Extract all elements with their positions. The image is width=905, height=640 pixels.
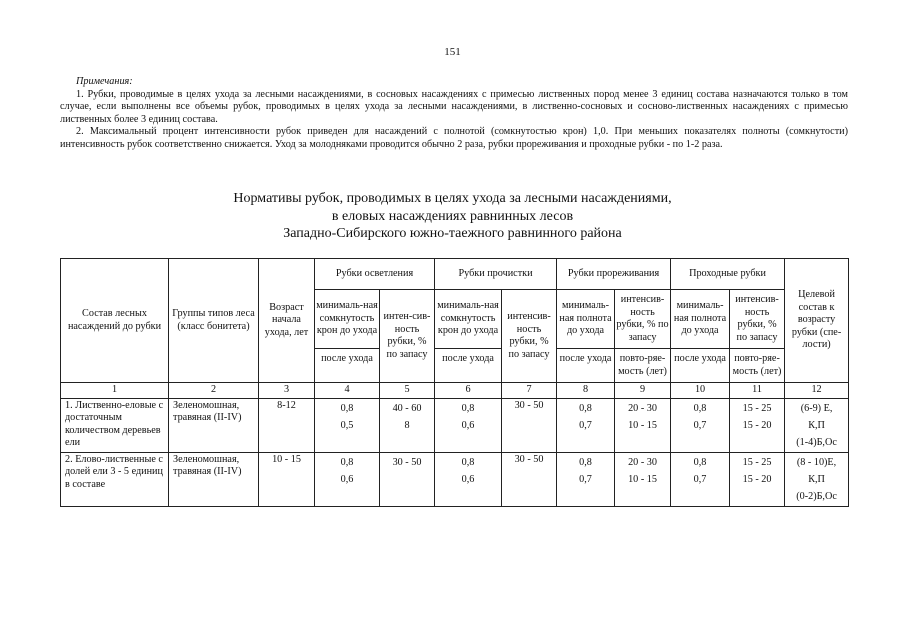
row-c6: 0,8 0,6: [435, 398, 502, 452]
row-c11: 15 - 25 15 - 20: [730, 398, 785, 452]
table-row: [61, 398, 849, 452]
column-number: 5: [380, 383, 435, 399]
table-row: [61, 452, 849, 506]
column-number: 11: [730, 383, 785, 399]
header-composition: Состав лесных насаждений до рубки: [61, 259, 169, 383]
column-number: 6: [435, 383, 502, 399]
header-cleaning-min: [435, 290, 502, 383]
row-c6: 0,8 0,6: [435, 452, 502, 506]
header-start-age: Возраст начала ухода, лет: [259, 259, 315, 383]
row-age: 8-12: [259, 398, 315, 452]
header-thinning-min: [557, 290, 615, 383]
row-c7: 30 - 50: [502, 398, 557, 452]
header-min-crown-c: минималь-ная сомкнутость крон до ухода: [435, 290, 501, 349]
header-forest-groups: Группы типов леса (класс бонитета): [169, 259, 259, 383]
row-c10: 0,8 0,7: [671, 452, 730, 506]
notes-section: [60, 76, 848, 152]
row-c9: 20 - 30 10 - 15: [615, 398, 671, 452]
header-min-density: минималь-ная полнота до ухода: [557, 290, 614, 349]
row-c10: 0,8 0,7: [671, 398, 730, 452]
row-age: 10 - 15: [259, 452, 315, 506]
header-after-care: после ухода: [321, 353, 373, 364]
row-c4: 0,8 0,5: [315, 398, 380, 452]
norms-table: [60, 258, 849, 507]
column-number-row: [61, 383, 849, 399]
header-passing-intensity: [730, 290, 785, 383]
row-composition: 1. Лиственно-еловые с достаточным количеством деревьев ели: [61, 398, 169, 452]
column-number: 12: [785, 383, 849, 399]
note-1: 1. Рубки, проводимые в целях ухода за лесными насаждениями, в сосновых насаждениях с примесью лиственных пород менее 3 единиц состава назначаются только в том случае, если выполнены все объемы рубок, проводимых в целях ухода за лесными насаждениями, в лиственно-сосновых и сосново-лиственных насаждениях с примесью лиственных более 3 единиц состава.: [60, 88, 848, 125]
column-number: 1: [61, 383, 169, 399]
column-number: 10: [671, 383, 730, 399]
header-repeat-p: повто-ряе-мость (лет): [732, 353, 782, 377]
header-repeat-t: повто-ряе-мость (лет): [618, 353, 667, 377]
title-line-3: Западно-Сибирского южно-таежного равнинного района: [283, 226, 622, 241]
row-forest-group: Зеленомошная, травяная (II-IV): [169, 398, 259, 452]
header-lighting-min: [315, 290, 380, 383]
row-c11: 15 - 25 15 - 20: [730, 452, 785, 506]
header-intensity-c: интенсив-ность рубки, % по запасу: [502, 290, 557, 383]
row-c12: (8 - 10)Е, К,П (0-2)Б,Ос: [785, 452, 849, 506]
header-thinning-intensity: [615, 290, 671, 383]
row-c5: 40 - 60 8: [380, 398, 435, 452]
column-number: 8: [557, 383, 615, 399]
row-c7: 30 - 50: [502, 452, 557, 506]
column-number: 2: [169, 383, 259, 399]
header-after-care-p: после ухода: [674, 353, 726, 364]
header-row-groups: [61, 259, 849, 290]
notes-title: Примечания:: [76, 76, 133, 87]
header-intensity-stock-p: интенсив-ность рубки, % по запасу: [730, 290, 784, 349]
title-line-1: Нормативы рубок, проводимых в целях ухода за лесными насаждениями,: [233, 191, 672, 206]
row-forest-group: Зеленомошная, травяная (II-IV): [169, 452, 259, 506]
header-min-crown: минималь-ная сомкнутость крон до ухода: [315, 290, 379, 349]
header-after-care-c: после ухода: [442, 353, 494, 364]
header-lighting: Рубки осветления: [315, 259, 435, 290]
header-intensity-stock: интенсив-ность рубки, % по запасу: [615, 290, 670, 349]
table-title: [0, 190, 905, 243]
header-passing-min: [671, 290, 730, 383]
page-number: 151: [444, 46, 461, 58]
header-cleaning: Рубки прочистки: [435, 259, 557, 290]
row-c8: 0,8 0,7: [557, 452, 615, 506]
row-c4: 0,8 0,6: [315, 452, 380, 506]
column-number: 9: [615, 383, 671, 399]
row-composition: 2. Елово-лиственные с долей ели 3 - 5 единиц в составе: [61, 452, 169, 506]
row-c5: 30 - 50: [380, 452, 435, 506]
column-number: 3: [259, 383, 315, 399]
column-number: 4: [315, 383, 380, 399]
header-after-care-t: после ухода: [559, 353, 612, 364]
column-number: 7: [502, 383, 557, 399]
header-min-density-p: минималь-ная полнота до ухода: [671, 290, 729, 349]
title-line-2: в еловых насаждениях равнинных лесов: [331, 208, 574, 224]
header-target: Целевой состав к возрасту рубки (спе-лости): [785, 259, 849, 383]
header-intensity-crown: интен-сив-ность рубки, % по запасу: [380, 290, 435, 383]
row-c8: 0,8 0,7: [557, 398, 615, 452]
header-thinning: Рубки прореживания: [557, 259, 671, 290]
note-2: 2. Максимальный процент интенсивности рубок приведен для насаждений с полнотой (сомкнутостью крон) 1,0. При меньших показателях полноты (сомкнутости) интенсивность рубок соответственно снижается. Уход за молодняками проводится обычно 2 раза, рубки прореживания и проходные рубки - по 1-2 раза.: [60, 126, 848, 150]
row-c9: 20 - 30 10 - 15: [615, 452, 671, 506]
row-c12: (6-9) Е, К,П (1-4)Б,Ос: [785, 398, 849, 452]
header-passing: Проходные рубки: [671, 259, 785, 290]
